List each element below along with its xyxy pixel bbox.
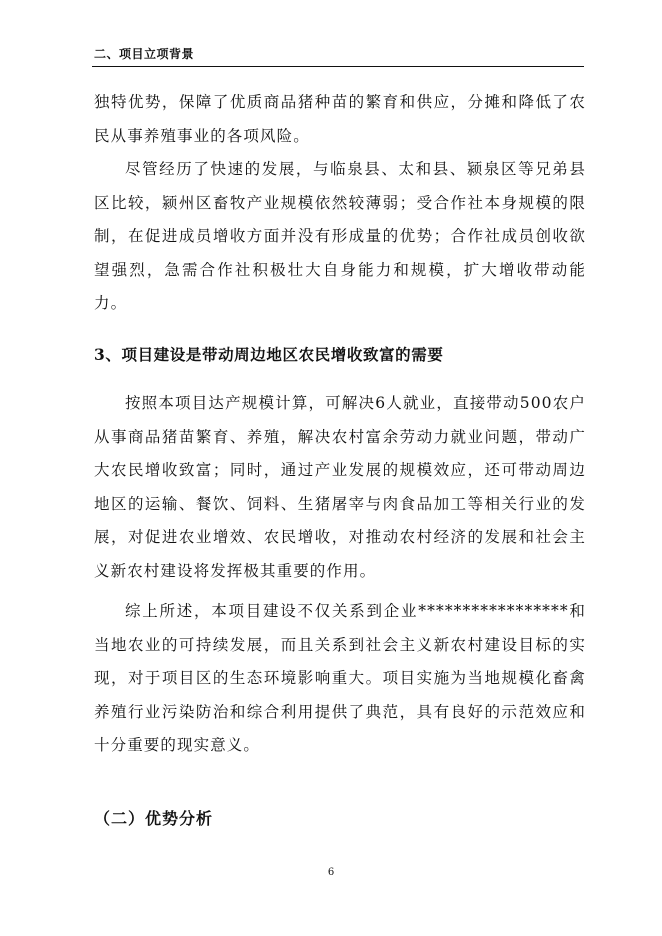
paragraph-scale-comparison: 尽管经历了快速的发展，与临泉县、太和县、颍泉区等兄弟县区比较，颍州区畜牧产业规模依然较薄弱；受合作社本身规模的限制，在促进成员增收方面并没有形成量的优势；合作社成员创收欲望强烈，急需合作社积极壮大自身能力和规模，扩大增收带动能力。 [94,160,586,312]
header-divider [92,66,584,67]
section-heading-3: 3、项目建设是带动周边地区农民增收致富的需要 [94,345,444,364]
paragraph-continuation: 独特优势，保障了优质商品猪种苗的繁育和供应，分摊和降低了农民从事养殖事业的各项风险。 [94,93,586,145]
subheading-advantage-analysis: （二）优势分析 [94,809,214,828]
page-number: 6 [327,867,335,878]
paragraph-employment: 按照本项目达产规模计算，可解决6人就业，直接带动500农户从事商品猪苗繁育、养殖，解决农村富余劳动力就业问题，带动广大农民增收致富；同时，通过产业发展的规模效应，还可带动周边地区的运输、餐饮、饲料、生猪屠宰与肉食品加工等相关行业的发展，对促进农业增效、农民增收，对推动农村经济的发展和社会主义新农村建设将发挥极其重要的作用。 [94,394,586,580]
paragraph-summary: 综上所述，本项目建设不仅关系到企业*****************和当地农业的可持续发展，而且关系到社会主义新农村建设目标的实现，对于项目区的生态环境影响重大。项目实施为当地规模化畜禽养殖行业污染防治和综合利用提供了典范，具有良好的示范效应和十分重要的现实意义。 [94,602,586,754]
header-section-title: 二、项目立项背景 [94,47,195,61]
